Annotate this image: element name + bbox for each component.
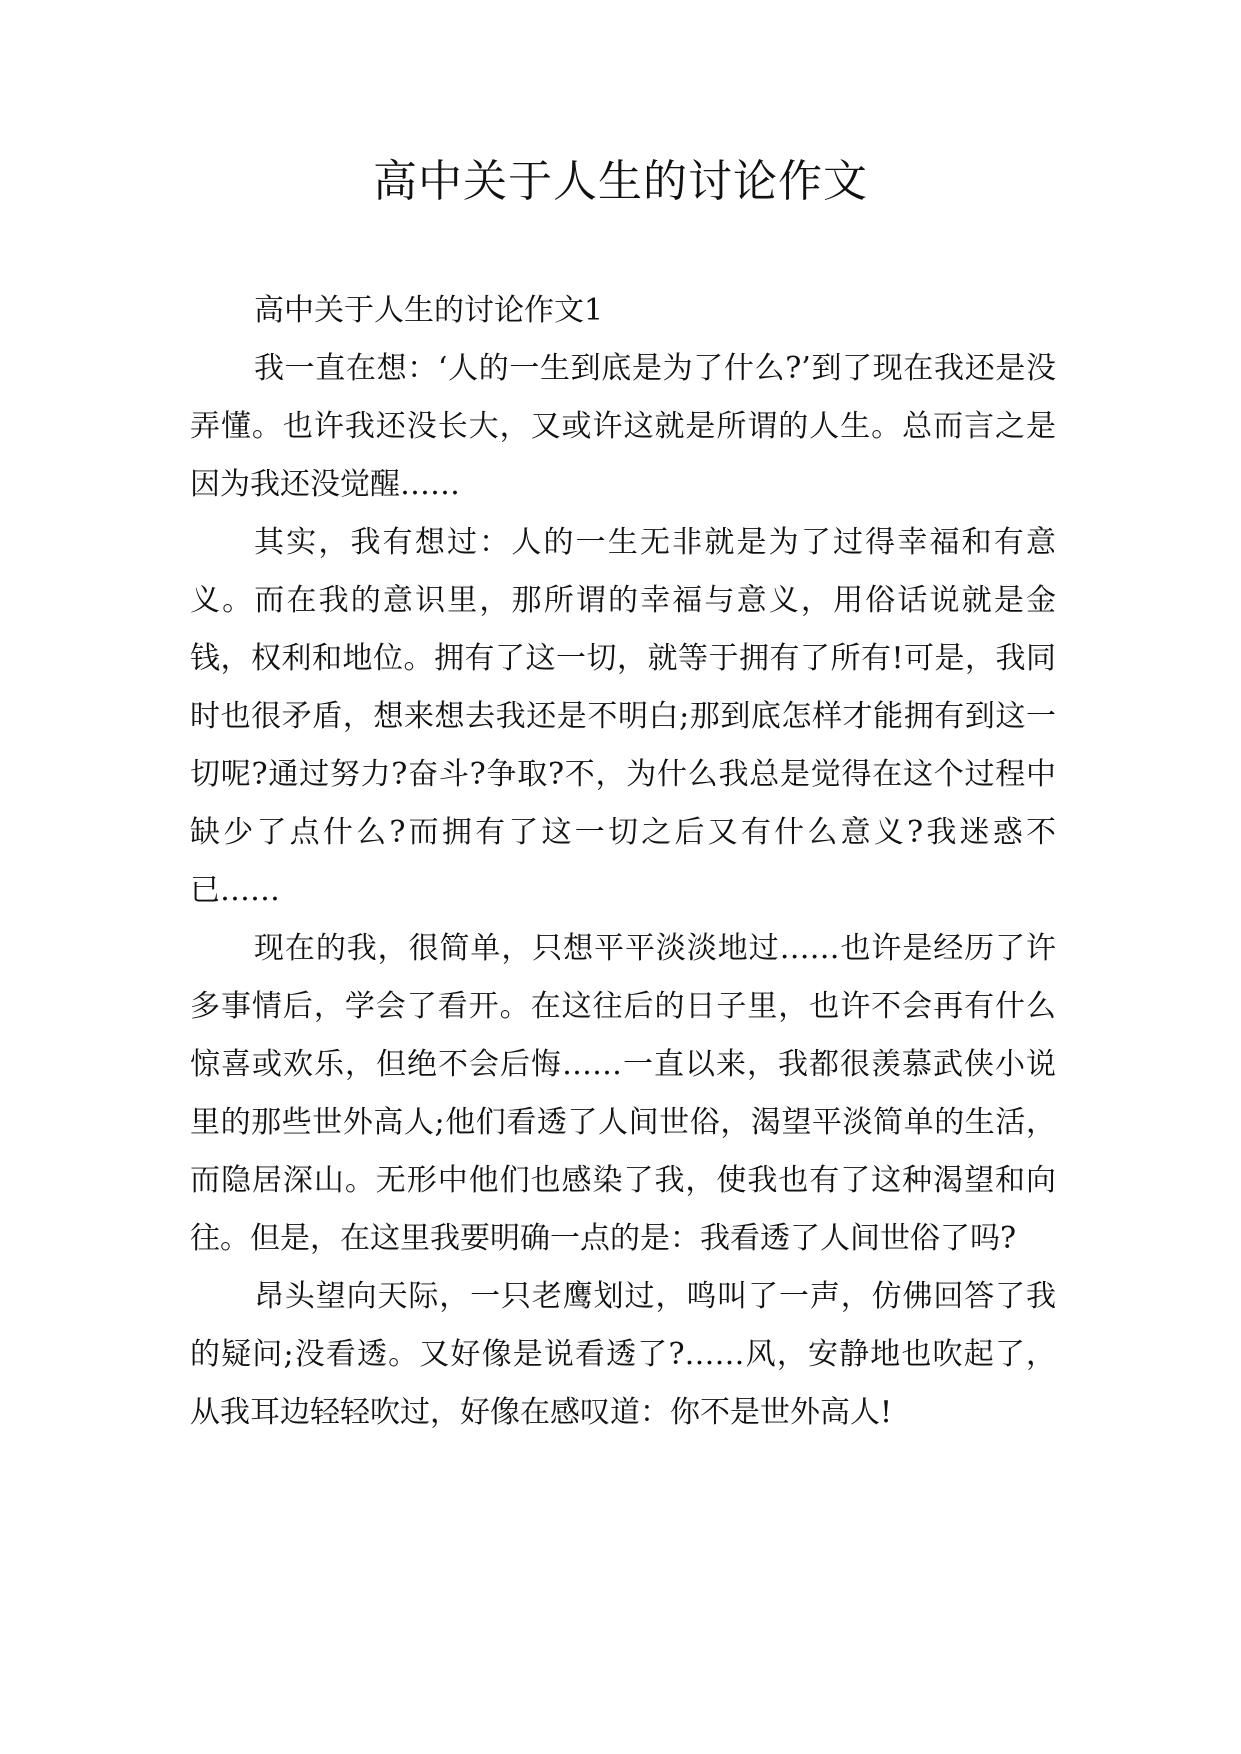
body-paragraph: 昂头望向天际，一只老鹰划过，鸣叫了一声，仿佛回答了我的疑问;没看透。又好像是说看透了?……风，安静地也吹起了，从我耳边轻轻吹过，好像在感叹道：你不是世外高人! [190,1279,1056,1430]
body-paragraph: 现在的我，很简单，只想平平淡淡地过……也许是经历了许多事情后，学会了看开。在这往后的日子里，也许不会再有什么惊喜或欢乐，但绝不会后悔……一直以来，我都很羡慕武侠小说里的那些世外高人;他们看透了人间世俗，渴望平淡简单的生活，而隐居深山。无形中他们也感染了我，使我也有了这种渴望和向往。但是，在这里我要明确一点的是：我看透了人间世俗了吗? [190,931,1056,1256]
subtitle-paragraph: 高中关于人生的讨论作文1 [254,293,604,328]
document-title: 高中关于人生的讨论作文 [373,156,868,207]
body-paragraph: 我一直在想：‘人的一生到底是为了什么?’到了现在我还是没弄懂。也许我还没长大，又或许这就是所谓的人生。总而言之是因为我还没觉醒…… [190,351,1056,502]
body-paragraph: 其实，我有想过：人的一生无非就是为了过得幸福和有意义。而在我的意识里，那所谓的幸福与意义，用俗话说就是金钱，权利和地位。拥有了这一切，就等于拥有了所有!可是，我同时也很矛盾，想来想去我还是不明白;那到底怎样才能拥有到这一切呢?通过努力?奋斗?争取?不，为什么我总是觉得在这个过程中缺少了点什么?而拥有了这一切之后又有什么意义?我迷惑不已…… [190,525,1056,908]
document-body [190,282,1056,1442]
